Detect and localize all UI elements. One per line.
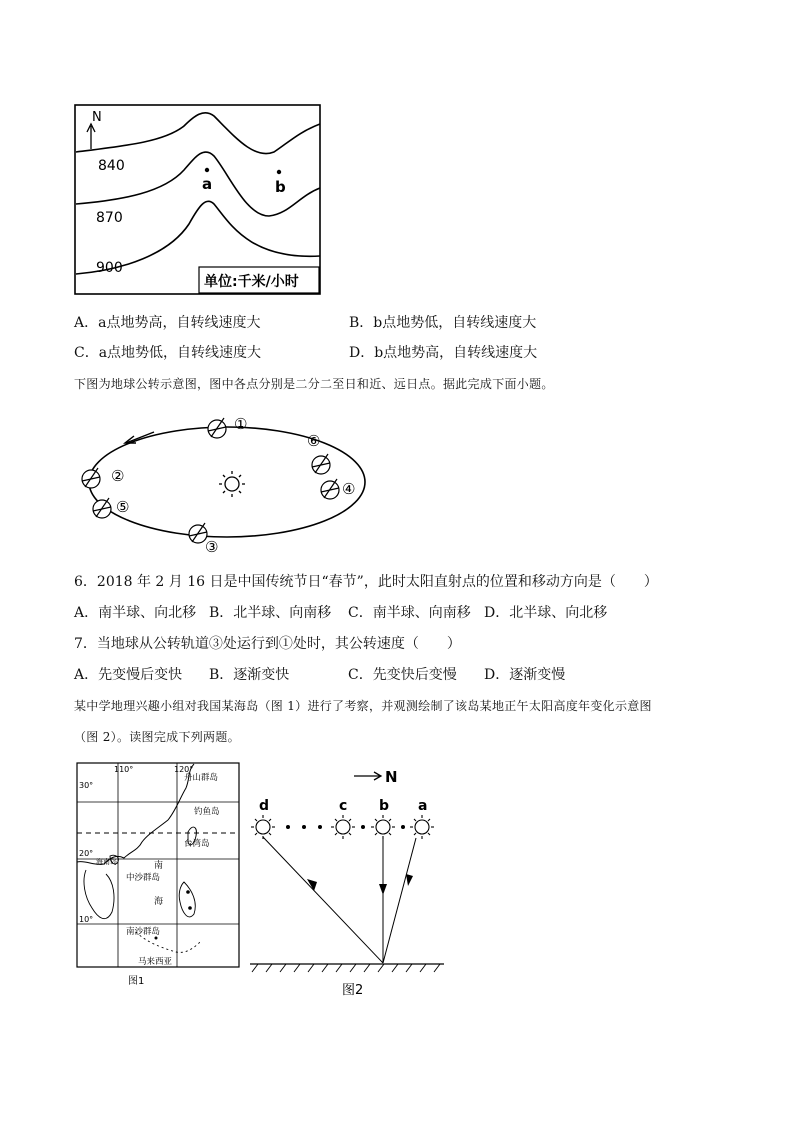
q6-option-d[interactable]: D．北半球、向北移: [484, 605, 608, 621]
sun-icon-c: [331, 815, 355, 839]
q5-option-d[interactable]: D．b点地势高，自转线速度大: [349, 345, 538, 361]
speed-contour-figure: [74, 104, 322, 296]
orbit-marker-2: ②: [111, 467, 125, 485]
earth-icon-1: [208, 418, 226, 438]
earth-icon-5: [93, 498, 111, 518]
q5-option-b[interactable]: B．b点地势低，自转线速度大: [349, 315, 537, 331]
contour-label-840: 840: [98, 158, 125, 174]
orbit-intro-text: 下图为地球公转示意图，图中各点分别是二分二至日和近、远日点。据此完成下面小题。: [74, 377, 554, 391]
orbit-marker-3: ③: [205, 538, 219, 556]
contour-label-870: 870: [96, 210, 123, 226]
point-b-dot: [277, 170, 281, 174]
map-label-hai: 海: [154, 897, 164, 907]
q7-stem: 7．当地球从公转轨道③处运行到①处时，其公转速度（ ）: [74, 636, 461, 652]
q7-option-d[interactable]: D．逐渐变慢: [484, 667, 566, 683]
q7-option-a[interactable]: A．先变慢后变快: [74, 667, 183, 683]
contour-label-900: 900: [96, 260, 123, 276]
q6-stem: 6．2018 年 2 月 16 日是中国传统节日“春节”，此时太阳直射点的位置和移动方向是（ ）: [74, 574, 658, 590]
map-lat-20: 20°: [79, 849, 94, 858]
ground-hatching: [252, 964, 440, 972]
map-label-taiwan: 台湾岛: [184, 839, 210, 849]
earth-icon-6: [312, 454, 330, 474]
map-label-hainan: 海南岛: [96, 858, 117, 866]
island-map-figure: [76, 762, 242, 990]
q6-option-c[interactable]: C．南半球、向南移: [348, 605, 471, 621]
sun-icon-d: [251, 815, 275, 839]
sun-ray-a: [383, 838, 416, 963]
orbit-direction-arrow-icon: [126, 432, 154, 443]
orbit-figure: [74, 405, 374, 560]
map-caption: 图1: [128, 976, 145, 987]
sun-icon: [219, 471, 245, 497]
sun-label-b: b: [379, 798, 390, 814]
map-lat-10: 10°: [79, 915, 94, 924]
unit-label: 单位:千米/小时: [204, 274, 299, 290]
island-intro-line1: 某中学地理兴趣小组对我国某海岛（图 1）进行了考察，并观测绘制了该岛某地正午太阳高度年变化示意图: [74, 699, 652, 713]
point-a-label: a: [202, 175, 213, 193]
map-label-malaysia: 马来西亚: [138, 957, 173, 967]
sun-label-d: d: [259, 798, 270, 814]
map-label-zhoushan: 舟山群岛: [184, 773, 219, 783]
sun-label-c: c: [339, 798, 348, 814]
island-intro-line2: （图 2）。读图完成下列两题。: [74, 730, 240, 744]
point-b-label: b: [275, 178, 286, 196]
figure2-north-label: N: [385, 768, 398, 786]
map-lat-30: 30°: [79, 781, 94, 790]
figure2-caption: 图2: [342, 983, 364, 998]
q6-option-a[interactable]: A．南半球、向北移: [74, 605, 197, 621]
q7-option-c[interactable]: C．先变快后变慢: [348, 667, 457, 683]
point-a-dot: [205, 168, 209, 172]
sun-altitude-figure: [248, 762, 448, 1002]
q6-option-b[interactable]: B．北半球、向南移: [209, 605, 332, 621]
map-label-nan: 南: [154, 861, 164, 871]
sun-label-a: a: [418, 798, 428, 814]
orbit-marker-1: ①: [234, 415, 248, 433]
sun-icon-a: [410, 815, 434, 839]
map-label-zhongsha: 中沙群岛: [126, 873, 161, 883]
orbit-marker-4: ④: [342, 480, 356, 498]
orbit-marker-6: ⑥: [307, 432, 321, 450]
sun-ray-d: [263, 837, 383, 963]
q5-option-a[interactable]: A．a点地势高，自转线速度大: [74, 315, 261, 331]
north-label: N: [92, 110, 102, 125]
sun-icon-b: [371, 815, 395, 839]
earth-icon-2: [82, 468, 100, 488]
q7-option-b[interactable]: B．逐渐变快: [209, 667, 290, 683]
map-lon-120: 120°: [174, 765, 194, 774]
map-lon-110: 110°: [114, 765, 134, 774]
map-label-diaoyu: 钓鱼岛: [194, 807, 220, 817]
earth-icon-4: [321, 479, 339, 499]
map-label-nansha: 南沙群岛: [126, 927, 161, 937]
orbit-marker-5: ⑤: [116, 498, 130, 516]
q5-option-c[interactable]: C．a点地势低，自转线速度大: [74, 345, 262, 361]
